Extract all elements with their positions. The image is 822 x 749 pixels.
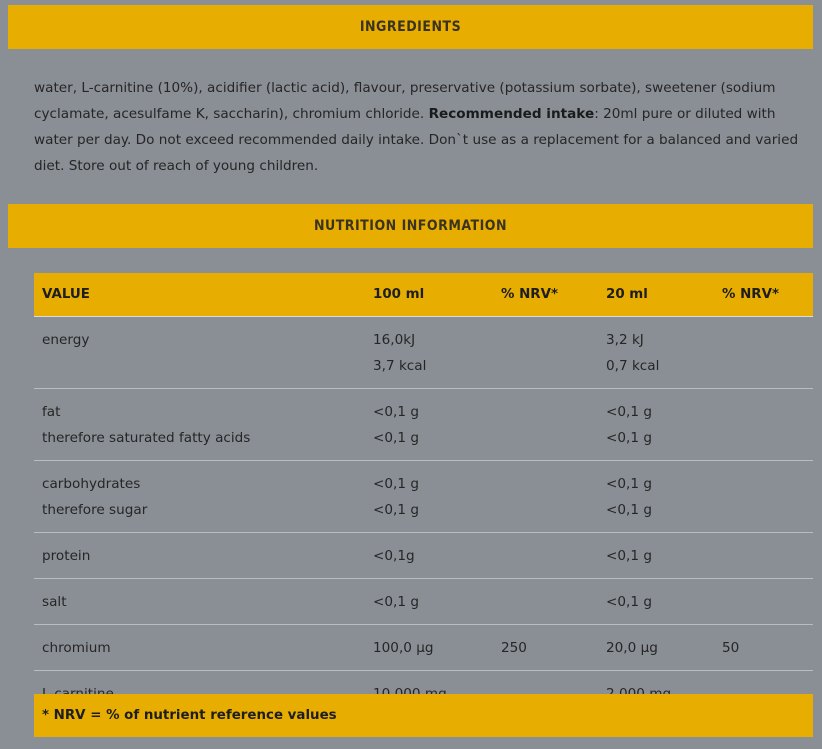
nrv-100ml xyxy=(501,399,598,425)
nutrition-heading-bar xyxy=(8,204,813,248)
value-100ml-cell xyxy=(365,316,493,388)
value-100ml-cell xyxy=(365,624,493,670)
nrv-100ml xyxy=(501,543,598,569)
header-value: VALUE xyxy=(42,286,90,302)
nrv-footnote: * NRV = % of nutrient reference values xyxy=(42,708,337,723)
ingredients-heading: INGREDIENTS xyxy=(359,19,462,35)
nrv-20ml-cell xyxy=(714,460,813,532)
nutrient-name-cell xyxy=(34,532,365,578)
nutrient-name-cell xyxy=(34,460,365,532)
value-100ml: <0,1 g xyxy=(373,501,419,518)
value-100ml: <0,1g xyxy=(373,547,415,564)
value-100ml-cell xyxy=(365,460,493,532)
ingredients-heading-bar xyxy=(8,5,813,49)
header-100ml: 100 ml xyxy=(373,286,425,302)
nrv-20ml-cell xyxy=(714,388,813,460)
value-20ml: <0,1 g xyxy=(606,593,652,610)
value-100ml: <0,1 g xyxy=(373,429,419,446)
ingredients-instructions: : 20ml pure or diluted with water per day. Do not exceed recommended daily intake. Don`t use as a replacement for a balanced and varied diet. Store out of reach of young children. xyxy=(34,106,799,174)
value-20ml: <0,1 g xyxy=(606,403,652,420)
value-20ml-cell xyxy=(598,460,714,532)
nrv-20ml xyxy=(722,327,813,353)
nrv-100ml-cell xyxy=(493,388,598,460)
nrv-100ml-cell xyxy=(493,624,598,670)
nrv-100ml xyxy=(501,327,598,353)
nutrient-name-cell xyxy=(34,316,365,388)
nutrition-table xyxy=(34,273,813,716)
value-100ml: 100,0 µg xyxy=(373,639,434,656)
value-20ml: 0,7 kcal xyxy=(606,357,660,374)
table-row xyxy=(34,532,813,578)
value-20ml-cell xyxy=(598,578,714,624)
value-20ml: <0,1 g xyxy=(606,475,652,492)
nutrient-name: therefore sugar xyxy=(42,501,148,518)
value-100ml: 16,0kJ xyxy=(373,331,416,348)
table-row xyxy=(34,624,813,670)
nrv-20ml xyxy=(722,589,813,615)
nutrient-name-cell xyxy=(34,624,365,670)
nutrient-name: chromium xyxy=(42,639,111,656)
value-100ml: <0,1 g xyxy=(373,403,419,420)
nrv-20ml xyxy=(722,543,813,569)
table-row xyxy=(34,460,813,532)
nrv-100ml-cell xyxy=(493,578,598,624)
nutrient-name: energy xyxy=(42,331,90,348)
nutrient-name: carbohydrates xyxy=(42,475,141,492)
nrv-100ml xyxy=(501,425,598,451)
nrv-100ml xyxy=(501,497,598,523)
nutrient-name: protein xyxy=(42,547,91,564)
value-100ml: 3,7 kcal xyxy=(373,357,427,374)
nutrient-name: fat xyxy=(42,403,61,420)
nrv-100ml-cell xyxy=(493,460,598,532)
nrv-20ml: 50 xyxy=(722,639,740,656)
value-20ml-cell xyxy=(598,624,714,670)
value-100ml-cell xyxy=(365,388,493,460)
value-20ml: <0,1 g xyxy=(606,547,652,564)
nutrient-name-cell xyxy=(34,578,365,624)
nrv-100ml-cell xyxy=(493,532,598,578)
nutrition-heading: NUTRITION INFORMATION xyxy=(313,218,508,234)
nrv-100ml xyxy=(501,589,598,615)
header-nrv-100ml: % NRV* xyxy=(501,286,558,302)
nrv-20ml xyxy=(722,425,813,451)
nutrient-name xyxy=(42,353,365,379)
ingredients-list: water, L-carnitine (10%), acidifier (lactic acid), flavour, preservative (potassium sorbate), sweetener (sodium cyclamate, acesulfame K, saccharin), chromium chloride. xyxy=(34,80,776,122)
nrv-20ml xyxy=(722,353,813,379)
nrv-footnote-bar xyxy=(34,694,813,737)
value-100ml: <0,1 g xyxy=(373,475,419,492)
header-nrv-20ml: % NRV* xyxy=(722,286,779,302)
value-20ml: 20,0 µg xyxy=(606,639,658,656)
table-row xyxy=(34,578,813,624)
nrv-100ml: 250 xyxy=(501,639,527,656)
nrv-100ml-cell xyxy=(493,316,598,388)
value-20ml: 3,2 kJ xyxy=(606,331,644,348)
nrv-20ml xyxy=(722,399,813,425)
nrv-100ml xyxy=(501,353,598,379)
nutrient-name-cell xyxy=(34,388,365,460)
value-100ml-cell xyxy=(365,578,493,624)
value-20ml: <0,1 g xyxy=(606,429,652,446)
nutrition-table-header xyxy=(34,273,813,316)
nrv-20ml-cell xyxy=(714,624,813,670)
table-row xyxy=(34,388,813,460)
value-20ml-cell xyxy=(598,388,714,460)
nutrient-name: therefore saturated fatty acids xyxy=(42,429,251,446)
header-20ml: 20 ml xyxy=(606,286,648,302)
nrv-100ml xyxy=(501,471,598,497)
ingredients-text xyxy=(34,75,809,179)
nrv-20ml-cell xyxy=(714,532,813,578)
table-row xyxy=(34,316,813,388)
nrv-20ml xyxy=(722,497,813,523)
recommended-intake-label: Recommended intake xyxy=(428,106,595,122)
value-20ml-cell xyxy=(598,532,714,578)
nrv-20ml xyxy=(722,471,813,497)
value-20ml: <0,1 g xyxy=(606,501,652,518)
nutrient-name: salt xyxy=(42,593,67,610)
value-100ml: <0,1 g xyxy=(373,593,419,610)
nrv-20ml-cell xyxy=(714,578,813,624)
value-100ml-cell xyxy=(365,532,493,578)
value-20ml-cell xyxy=(598,316,714,388)
nrv-20ml-cell xyxy=(714,316,813,388)
